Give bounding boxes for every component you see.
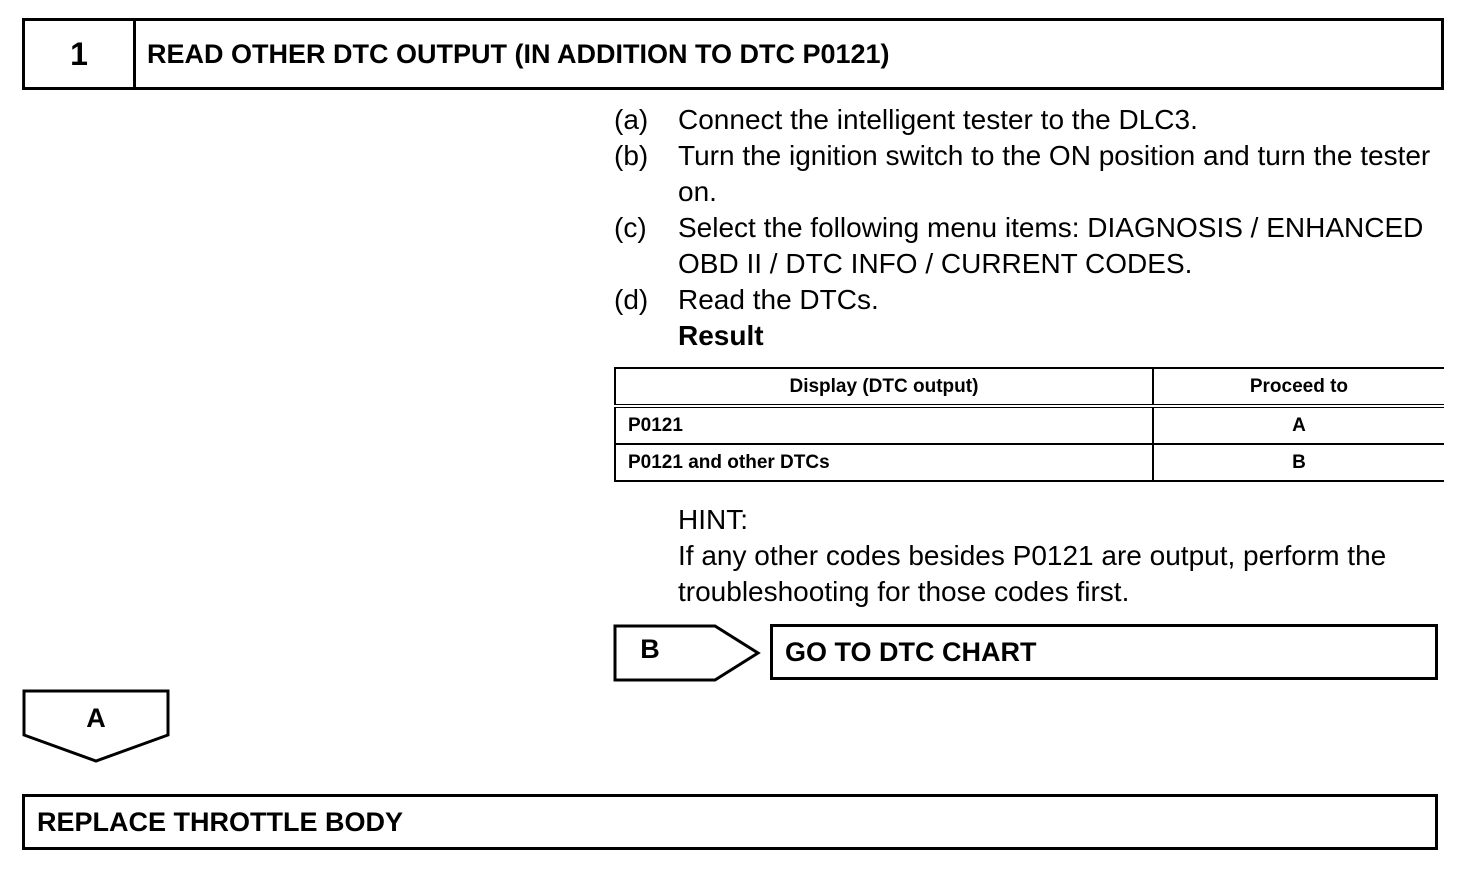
result-heading: Result [678,320,764,351]
table-row [615,444,1444,481]
result-table [614,367,1444,482]
goto-dtc-chart-box: GO TO DTC CHART [770,624,1438,680]
instruction-label: (b) [614,140,649,171]
instruction-item [614,102,1444,138]
instruction-item [614,138,1444,210]
instruction-text: Connect the intelligent tester to the DLC3. [678,104,1198,135]
instruction-list [614,102,1444,354]
table-cell-display: P0121 [615,406,1153,444]
table-row [615,406,1444,444]
hint-text: If any other codes besides P0121 are output, perform the troubleshooting for those codes first. [678,540,1387,607]
instruction-text: Select the following menu items: DIAGNOSIS / ENHANCED OBD II / DTC INFO / CURRENT CODES. [678,212,1424,279]
next-step-box: REPLACE THROTTLE BODY [22,794,1438,850]
instruction-text: Turn the ignition switch to the ON position and turn the tester on. [678,140,1431,207]
table-header-row [615,368,1444,406]
table-cell-proceed: A [1153,406,1444,444]
step-title: READ OTHER DTC OUTPUT (IN ADDITION TO DTC P0121) [147,38,890,69]
table-cell-proceed: B [1153,444,1444,481]
branch-b-letter: B [640,634,660,664]
instruction-item [614,210,1444,282]
step-number: 1 [25,21,136,87]
step-header [22,18,1444,90]
instruction-label: (a) [614,104,649,135]
column-header-display: Display (DTC output) [615,368,1153,406]
instruction-item [614,282,1444,318]
hint-block [678,502,1438,610]
instruction-text: Read the DTCs. [678,284,879,315]
hint-label: HINT: [678,504,748,535]
column-header-proceed: Proceed to [1153,368,1444,406]
instruction-label: (d) [614,284,649,315]
table-cell-display: P0121 and other DTCs [615,444,1153,481]
branch-a-letter: A [86,703,106,733]
instruction-label: (c) [614,212,647,243]
